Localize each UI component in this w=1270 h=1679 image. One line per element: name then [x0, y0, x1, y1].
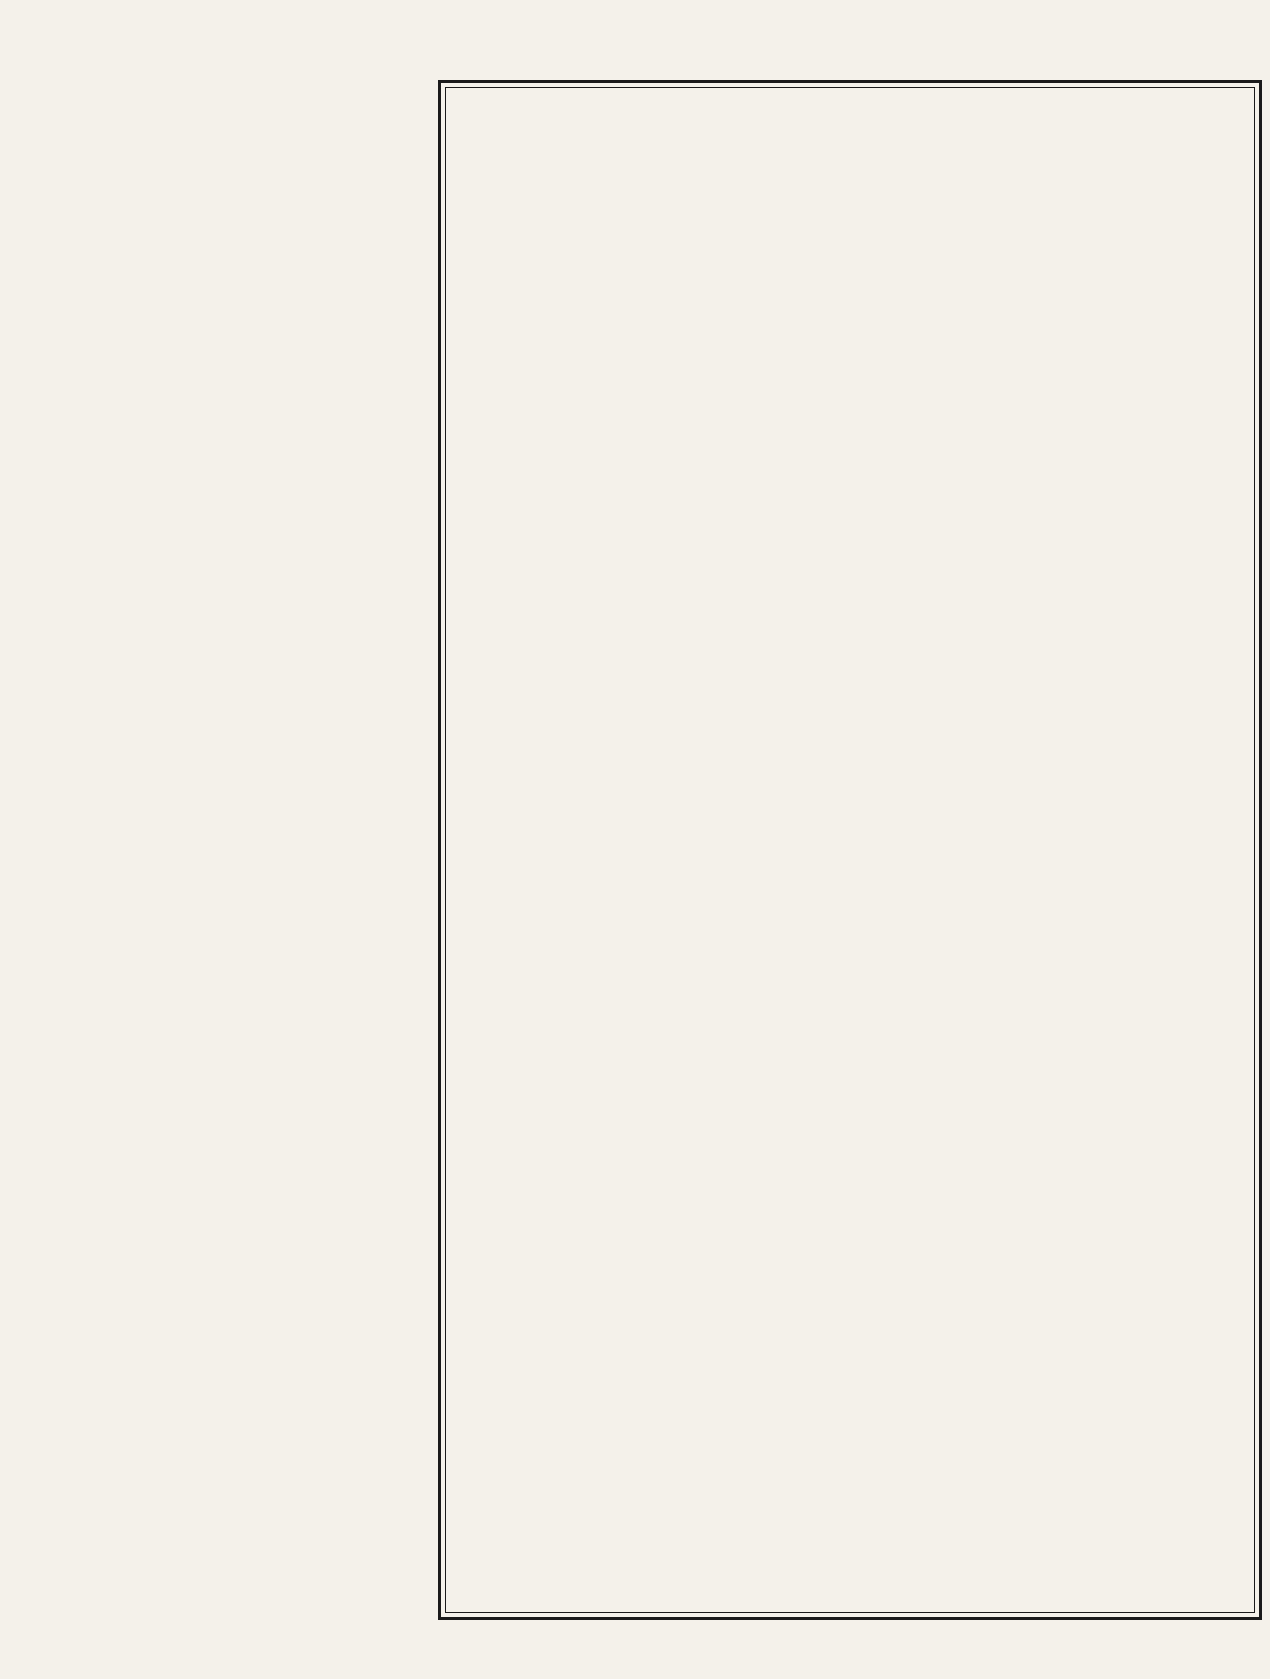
footer-text-line [140, 1622, 1240, 1662]
main-commentary-text [455, 93, 1245, 1607]
side-column-line [80, 393, 426, 432]
main-commentary-line [455, 768, 1245, 806]
main-commentary-line [455, 618, 1245, 656]
side-column-line [80, 432, 426, 471]
main-commentary-line [455, 431, 1245, 469]
main-commentary-line [455, 806, 1245, 844]
main-commentary-line [455, 843, 1245, 881]
main-commentary-frame [438, 80, 1262, 1620]
main-commentary-line [455, 656, 1245, 694]
side-column-line [80, 1180, 426, 1219]
side-column-line [80, 905, 426, 944]
main-commentary-line [455, 1406, 1245, 1444]
main-commentary-line [455, 131, 1245, 169]
side-column-line [80, 274, 426, 313]
side-column-text [80, 38, 426, 1598]
side-column-line [80, 235, 426, 274]
side-column-line [80, 196, 426, 235]
main-commentary-line [455, 731, 1245, 769]
main-commentary-line [455, 1443, 1245, 1481]
main-commentary-line [455, 693, 1245, 731]
main-commentary-line [455, 993, 1245, 1031]
main-commentary-line [455, 318, 1245, 356]
main-commentary-line [455, 356, 1245, 394]
main-commentary-line [455, 1031, 1245, 1069]
side-column-line [80, 865, 426, 904]
side-column-line [80, 511, 426, 550]
main-commentary-line [455, 1293, 1245, 1331]
main-commentary-line [455, 206, 1245, 244]
side-column-line [80, 1062, 426, 1101]
side-column-line [80, 983, 426, 1022]
side-column-line [80, 668, 426, 707]
side-column-line [80, 589, 426, 628]
side-column-line [80, 826, 426, 865]
side-column-line [80, 314, 426, 353]
side-column-line [80, 629, 426, 668]
side-column-line [80, 1377, 426, 1416]
main-commentary-line [455, 1106, 1245, 1144]
main-commentary-line [455, 1181, 1245, 1219]
side-column-line [80, 1299, 426, 1338]
side-column-line [80, 77, 426, 116]
side-column-line [80, 747, 426, 786]
main-commentary-line [455, 1143, 1245, 1181]
main-commentary-line [455, 243, 1245, 281]
side-column-line [80, 1220, 426, 1259]
main-commentary-line [455, 1331, 1245, 1369]
side-column-line [80, 1535, 426, 1574]
side-column-line [80, 1338, 426, 1377]
side-column-line [80, 1141, 426, 1180]
main-commentary-line [455, 956, 1245, 994]
main-commentary-line [455, 1556, 1245, 1594]
main-commentary-line [455, 1368, 1245, 1406]
main-commentary-line [455, 468, 1245, 506]
main-commentary-line [455, 168, 1245, 206]
side-column-line [80, 1495, 426, 1534]
side-column-line [80, 117, 426, 156]
main-commentary-line [455, 881, 1245, 919]
main-commentary-line [455, 1481, 1245, 1519]
main-commentary-line [455, 506, 1245, 544]
side-column-line [80, 1102, 426, 1141]
side-column-line [80, 944, 426, 983]
side-column-line [80, 1259, 426, 1298]
side-column-line [80, 1417, 426, 1456]
footer-line [140, 1622, 1240, 1662]
side-column-line [80, 38, 426, 77]
main-commentary-line [455, 1218, 1245, 1256]
main-commentary-line [455, 543, 1245, 581]
main-commentary-line [455, 93, 1245, 131]
side-column-line [80, 1023, 426, 1062]
main-commentary-line [455, 581, 1245, 619]
main-commentary-line [455, 1518, 1245, 1556]
main-commentary-line [455, 918, 1245, 956]
side-column-line [80, 1456, 426, 1495]
side-column-line [80, 156, 426, 195]
side-column-line [80, 471, 426, 510]
main-commentary-line [455, 393, 1245, 431]
side-column-line [80, 353, 426, 392]
main-commentary-line [455, 281, 1245, 319]
side-column-line [80, 550, 426, 589]
main-commentary-line [455, 1256, 1245, 1294]
side-column-line [80, 786, 426, 825]
side-column-line [80, 708, 426, 747]
main-commentary-line [455, 1068, 1245, 1106]
